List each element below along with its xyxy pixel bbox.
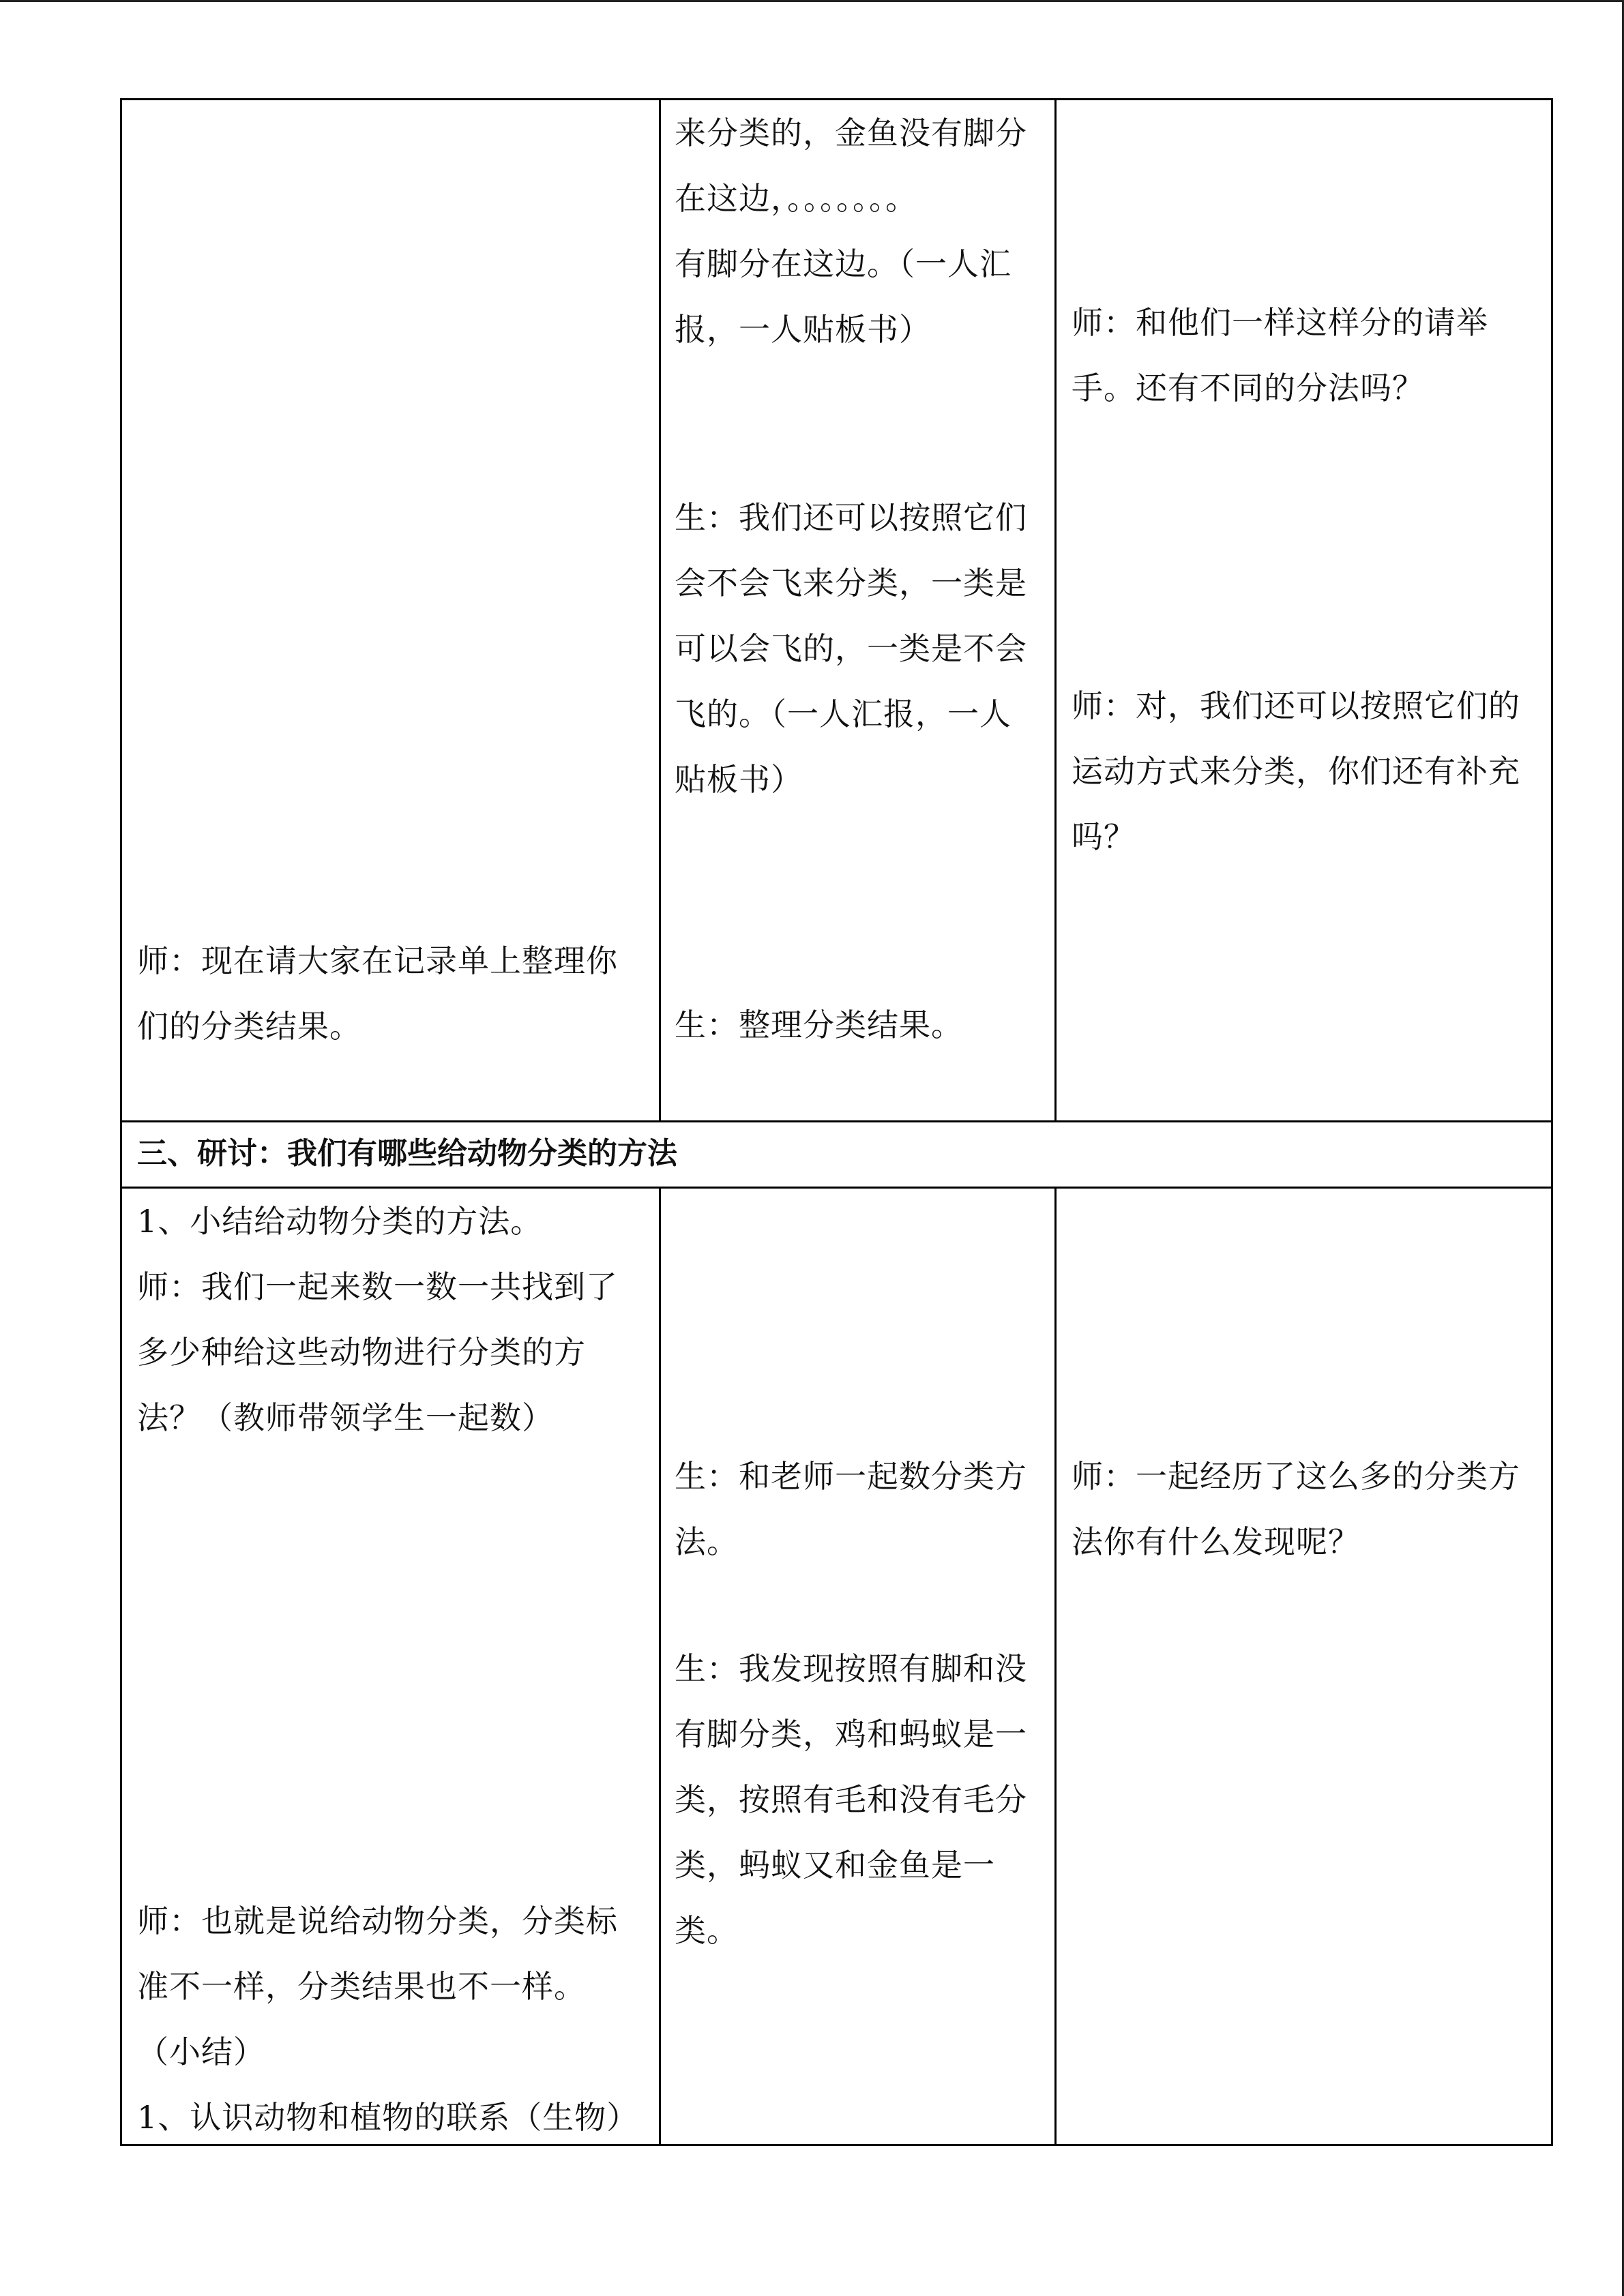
section-heading-cell	[122, 1122, 1551, 1187]
row2-student-activity-cell	[661, 1189, 1054, 2144]
row2-col2-text-2: 生：我发现按照有脚和没 有脚分类，鸡和蚂蚁是一 类，按照有毛和没有毛分 类，蚂蚁又和金鱼是一 类。	[675, 1650, 1027, 1949]
row1-col3-text-2: 师：对，我们还可以按照它们的 运动方式来分类，你们还有补充 吗？	[1072, 687, 1520, 855]
row1-col2-text-3: 生：整理分类结果。	[675, 1007, 963, 1043]
page-top-border	[0, 0, 1624, 2]
row1-col1-text: 师：现在请大家在记录单上整理你 们的分类结果。	[137, 942, 618, 1045]
row2-col1-text-1: 1、小结给动物分类的方法。 师：我们一起来数一数一共找到了 多少种给这些动物进行分类的方 法？（教师带领学生一起数）	[137, 1203, 618, 1436]
row2-design-intent-cell	[1057, 1189, 1551, 2144]
row2-col1-text-2: 师：也就是说给动物分类，分类标 准不一样，分类结果也不一样。 （小结） 1、认识动物和植物的联系（生物）	[137, 1903, 639, 2136]
table-right-border	[1551, 98, 1553, 2146]
row1-design-intent-cell	[1057, 100, 1551, 1120]
row2-col3-text-1: 师：一起经历了这么多的分类方 法你有什么发现呢？	[1072, 1458, 1520, 1560]
row1-col2-text-2: 生：我们还可以按照它们 会不会飞来分类，一类是 可以会飞的，一类是不会 飞的。（一人汇报，一人 贴板书）	[675, 499, 1027, 798]
row1-col3-text-1: 师：和他们一样这样分的请举 手。还有不同的分法吗？	[1072, 304, 1488, 406]
row1-student-activity-cell	[661, 100, 1054, 1120]
row1-col2-text-1: 来分类的，金鱼没有脚分 在这边，。。。。。。。 有脚分在这边。（一人汇 报，一人贴板书）	[675, 115, 1027, 348]
row1-teacher-activity-cell	[122, 100, 659, 1120]
section-heading: 三、研讨：我们有哪些给动物分类的方法	[137, 1136, 677, 1171]
row2-col2-text-1: 生：和老师一起数分类方 法。	[675, 1458, 1027, 1560]
row2-teacher-activity-cell	[122, 1189, 659, 2144]
